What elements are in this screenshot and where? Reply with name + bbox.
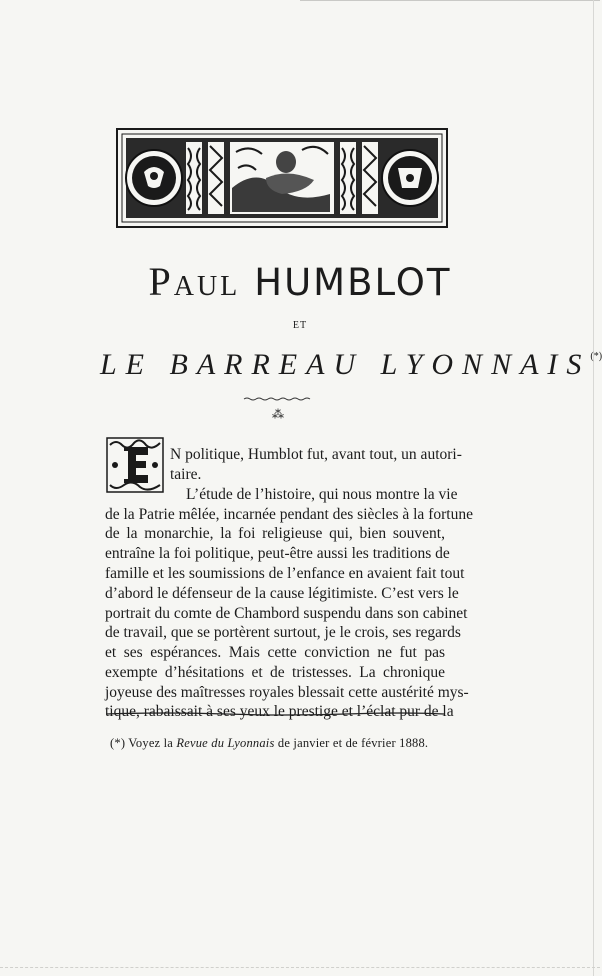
author-last-name: HUMBLOT <box>254 261 452 304</box>
footnote <box>110 736 428 751</box>
footnote-journal-title: Revue du Lyonnais <box>176 736 275 750</box>
body-line: exempte d’hésitations et de tristesses. La chronique <box>105 664 445 681</box>
dropcap-letter-e <box>106 437 164 493</box>
decorative-rule <box>244 397 310 401</box>
page-bottom-rule <box>0 967 600 968</box>
title-conjunction: ET <box>292 320 308 331</box>
body-line: joyeuse des maîtresses royales blessait cette austérité mys- <box>105 684 469 701</box>
footnote-reference: (*) <box>590 351 602 362</box>
ornamental-headpiece <box>116 128 448 228</box>
page-edge-rule <box>300 0 600 1</box>
footnote-rule <box>106 711 444 717</box>
article-subtitle <box>100 348 602 382</box>
page-edge-rule <box>593 0 594 976</box>
body-line: L’étude de l’histoire, qui nous montre la vie <box>186 486 458 503</box>
body-line: N politique, Humblot fut, avant tout, un autori- <box>170 446 462 463</box>
body-line: tique, rabaissait à ses yeux le prestige et l’éclat pur de la <box>105 703 454 720</box>
body-line: taire. <box>170 466 202 483</box>
body-line: de la Patrie mêlée, incarnée pendant des siècles à la fortune <box>105 506 473 523</box>
body-line: entraîne la foi politique, peut-être aussi les traditions de <box>105 545 450 562</box>
asterism: ⁂ <box>272 407 284 421</box>
author-first-name: Paul <box>148 259 241 304</box>
footnote-marker: (*) <box>110 736 126 750</box>
body-line: portrait du comte de Chambord suspendu dans son cabinet <box>105 605 468 622</box>
body-line: de travail, que se portèrent surtout, je le crois, ses regards <box>105 624 461 641</box>
body-line: d’abord le défenseur de la cause légitimiste. C’est vers le <box>105 585 459 602</box>
body-line: et ses espérances. Mais cette conviction ne fut pas <box>105 644 445 661</box>
subtitle-text: LE BARREAU LYONNAIS <box>100 348 591 381</box>
footnote-text-after: de janvier et de février 1888. <box>277 736 429 750</box>
body-line: de la monarchie, la foi religieuse qui, bien souvent, <box>105 525 445 542</box>
body-line: famille et les soumissions de l’enfance en avaient fait tout <box>105 565 465 582</box>
article-title-author <box>0 258 600 305</box>
footnote-text-before: Voyez la <box>128 736 174 750</box>
